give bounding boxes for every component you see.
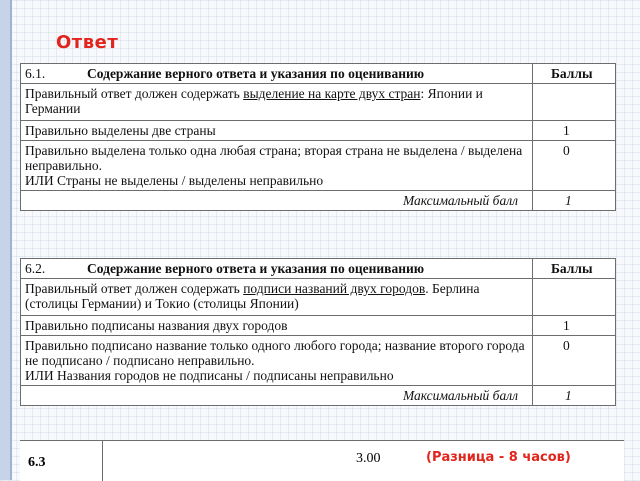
task-number: 6.2. [25,261,46,276]
page-title: Ответ [56,32,119,53]
answer-points-cell [533,279,616,316]
answer-row [21,279,616,316]
max-score-row [21,191,616,211]
criterion-points: 0 [533,141,616,191]
criterion-text: Правильно выделены две страны [21,121,533,141]
points-header: Баллы [533,64,616,84]
criterion-row [21,336,616,386]
answer-points-cell [533,84,616,121]
max-score-label: Максимальный балл [21,386,533,406]
criterion-row [21,316,616,336]
answer-text-pre: Правильный ответ должен содержать [25,281,244,296]
criterion-text: Правильно подписано название только одного любого города; название второго города не подписано / подписано неправильно. [25,338,525,368]
task-number: 6.1. [25,66,46,81]
criterion-text-cell [21,141,533,191]
criterion-text-alt: ИЛИ Названия городов не подписаны / подписаны неправильно [25,368,394,383]
criterion-text-alt: ИЛИ Страны не выделены / выделены неправильно [25,173,324,188]
content-header-text: Содержание верного ответа и указания по оцениванию [87,66,425,81]
max-score-value: 1 [533,191,616,211]
answer-text-underlined: выделение на карте двух стран [243,86,421,101]
answer-cell [21,279,533,316]
time-difference-note: (Разница - 8 часов) [426,450,571,465]
content-header-cell [21,64,533,84]
answer-text-post: . Берлина (столицы Германии) и Токио (столицы Японии) [25,281,480,311]
criteria-table-6-2 [20,258,616,406]
table-header-row [21,64,616,84]
criterion-row [21,141,616,191]
criterion-points: 1 [533,316,616,336]
cell-divider [102,441,103,481]
answer-text-pre: Правильный ответ должен содержать [25,86,244,101]
answer-text-post: : Японии и Германии [25,86,483,116]
criterion-points: 1 [533,121,616,141]
criteria-table-6-1 [20,63,616,211]
answer-row [21,84,616,121]
left-decor-bar [0,0,12,480]
criterion-text: Правильно подписаны названия двух городов [21,316,533,336]
content-header-text: Содержание верного ответа и указания по оцениванию [87,261,425,276]
max-score-label: Максимальный балл [21,191,533,211]
answer-cell [21,84,533,121]
criterion-text: Правильно выделена только одна любая страна; вторая страна не выделена / выделена неправильно. [25,143,523,173]
criterion-text-cell [21,336,533,386]
max-score-row [21,386,616,406]
content-header-cell [21,259,533,279]
criterion-row [21,121,616,141]
answer-row-6-3 [20,440,624,481]
table-header-row [21,259,616,279]
points-header: Баллы [533,259,616,279]
task-number: 6.3 [28,455,46,470]
answer-time: 3.00 [356,451,381,466]
criterion-points: 0 [533,336,616,386]
max-score-value: 1 [533,386,616,406]
answer-text-underlined: подписи названий двух городов [243,281,426,296]
